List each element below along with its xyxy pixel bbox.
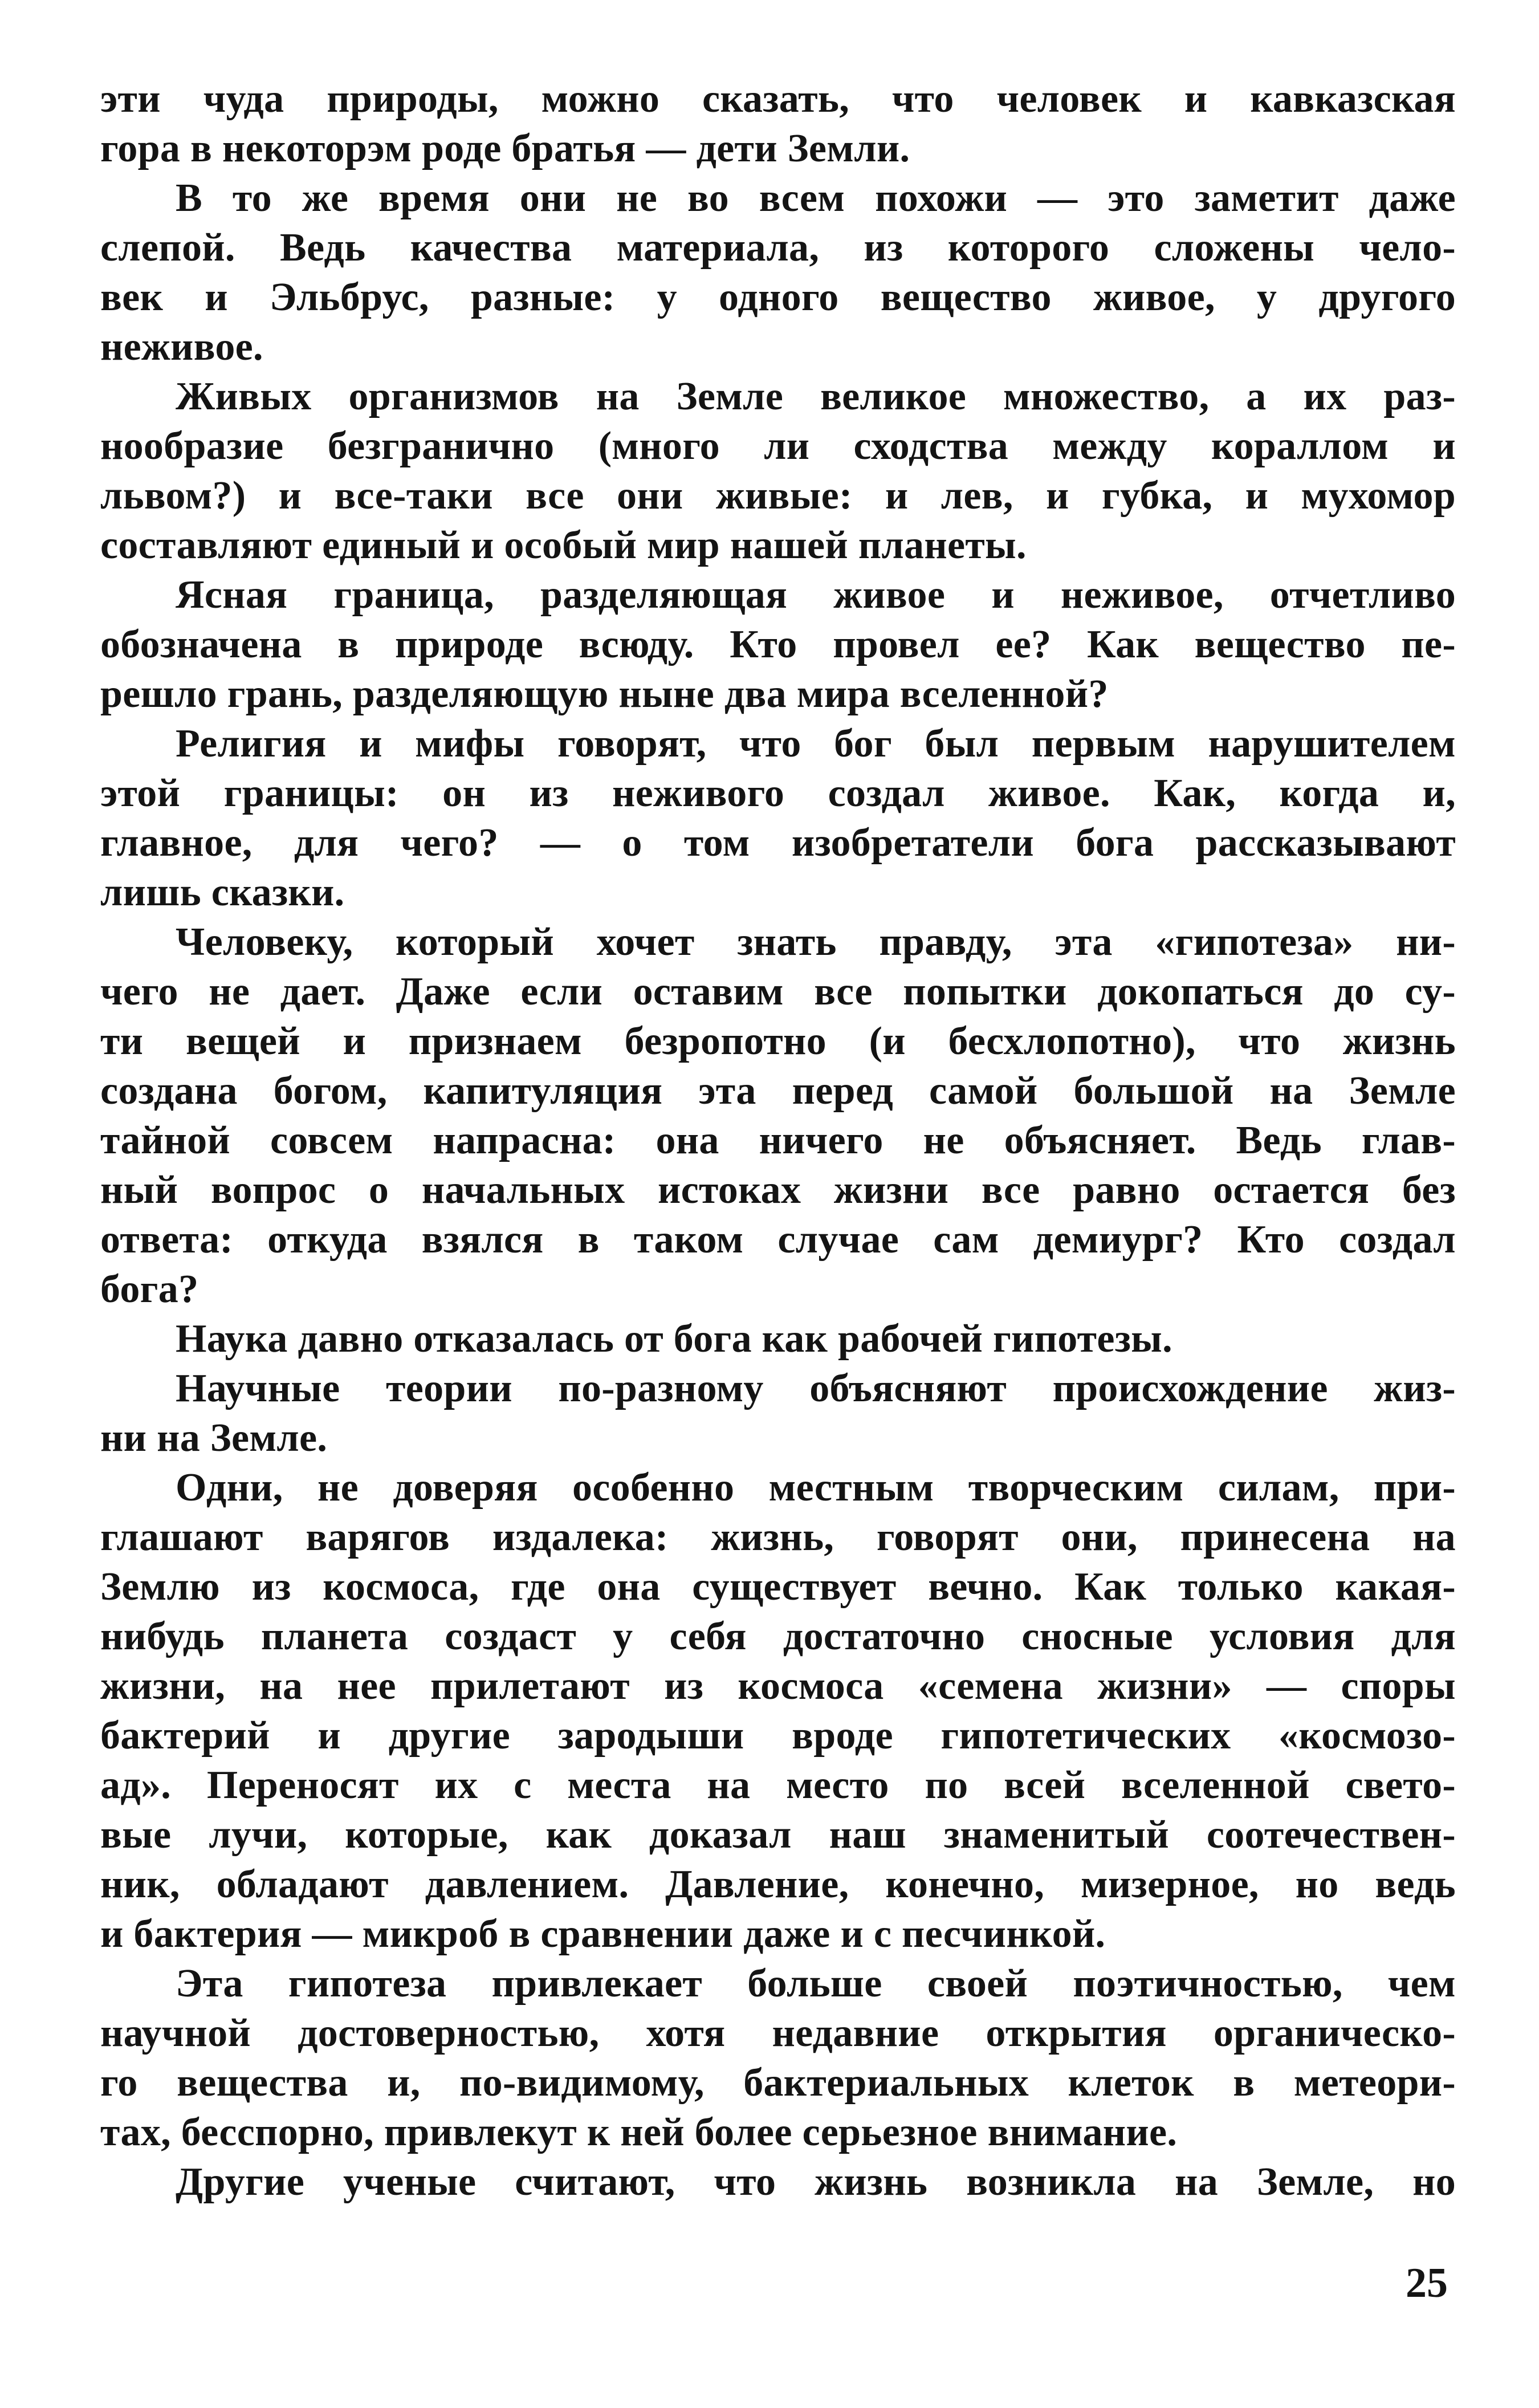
- text-line: львом?) и все-таки все они живые: и лев, и губка, и мухомор: [100, 474, 1456, 518]
- text-line: Человеку, который хочет знать правду, эта «гипотеза» ни-: [176, 920, 1456, 964]
- text-line: чего не дает. Даже если оставим все попытки докопаться до су-: [100, 970, 1456, 1014]
- paragraph: [100, 719, 1456, 917]
- page-number: 25: [1406, 2260, 1448, 2307]
- paragraph: [100, 1314, 1456, 1364]
- text-line: вые лучи, которые, как доказал наш знаменитый соотечествен-: [100, 1813, 1456, 1857]
- text-line: Одни, не доверяя особенно местным творческим силам, при-: [176, 1466, 1456, 1510]
- text-line: и бактерия — микроб в сравнении даже и с песчинкой.: [100, 1912, 1106, 1956]
- text-line: гора в некоторэм роде братья — дети Земли.: [100, 127, 910, 170]
- text-line: жизни, на нее прилетают из космоса «семена жизни» — споры: [100, 1664, 1456, 1708]
- paragraph: [100, 1364, 1456, 1463]
- paragraph: [100, 917, 1456, 1314]
- text-line: создана богом, капитуляция эта перед самой большой на Земле: [100, 1069, 1456, 1113]
- paragraph: [100, 372, 1456, 570]
- text-line: нообразие безгранично (много ли сходства между кораллом и: [100, 424, 1456, 468]
- text-line: Другие ученые считают, что жизнь возникла на Земле, но: [176, 2160, 1456, 2204]
- text-line: Эта гипотеза привлекает больше своей поэтичностью, чем: [176, 1962, 1456, 2006]
- text-line: эти чуда природы, можно сказать, что человек и кавказская: [100, 77, 1456, 121]
- text-line: го вещества и, по-видимому, бактериальных клеток в метеори-: [100, 2061, 1456, 2105]
- text-line: бактерий и другие зародыши вроде гипотетических «космозо-: [100, 1714, 1456, 1758]
- text-line: В то же время они не во всем похожи — это заметит даже: [176, 176, 1456, 220]
- text-line: ни на Земле.: [100, 1416, 328, 1460]
- text-line: ник, обладают давлением. Давление, конечно, мизерное, но ведь: [100, 1862, 1456, 1906]
- text-line: нибудь планета создаст у себя достаточно сносные условия для: [100, 1614, 1456, 1658]
- text-line: научной достоверностью, хотя недавние открытия органическо-: [100, 2011, 1456, 2055]
- text-line: глашают варягов издалека: жизнь, говорят они, принесена на: [100, 1515, 1456, 1559]
- paragraph: [100, 570, 1456, 719]
- text-line: обозначена в природе всюду. Кто провел ее? Как вещество пе-: [100, 623, 1456, 666]
- text-line: ный вопрос о начальных истоках жизни все равно остается без: [100, 1168, 1456, 1212]
- text-line: век и Эльбрус, разные: у одного вещество живое, у другого: [100, 275, 1456, 319]
- text-line: бога?: [100, 1267, 199, 1311]
- paragraph: [100, 2157, 1456, 2207]
- text-line: этой границы: он из неживого создал живое. Как, когда и,: [100, 771, 1456, 815]
- text-line: Религия и мифы говорят, что бог был первым нарушителем: [176, 722, 1456, 766]
- text-line: лишь сказки.: [100, 871, 345, 914]
- text-line: составляют единый и особый мир нашей планеты.: [100, 523, 1027, 567]
- text-line: Наука давно отказалась от бога как рабочей гипотезы.: [176, 1317, 1172, 1361]
- text-line: Землю из космоса, где она существует вечно. Как только какая-: [100, 1565, 1456, 1609]
- text-line: неживое.: [100, 325, 263, 369]
- text-line: главное, для чего? — о том изобретатели бога рассказывают: [100, 821, 1456, 865]
- text-line: Живых организмов на Земле великое множество, а их раз-: [176, 375, 1456, 418]
- text-line: тах, бесспорно, привлекут к ней более серьезное внимание.: [100, 2110, 1178, 2154]
- text-line: Ясная граница, разделяющая живое и неживое, отчетливо: [176, 573, 1456, 617]
- paragraph: [100, 74, 1456, 173]
- text-line: ответа: откуда взялся в таком случае сам демиург? Кто создал: [100, 1218, 1456, 1262]
- text-line: ад». Переносят их с места на место по всей вселенной свето-: [100, 1763, 1456, 1807]
- text-line: ти вещей и признаем безропотно (и бесхлопотно), что жизнь: [100, 1019, 1456, 1063]
- paragraph: [100, 173, 1456, 372]
- text-line: тайной совсем напрасна: она ничего не объясняет. Ведь глав-: [100, 1118, 1456, 1162]
- body-text: [100, 74, 1456, 2207]
- paragraph: [100, 1959, 1456, 2157]
- paragraph: [100, 1463, 1456, 1959]
- text-line: Научные теории по-разному объясняют происхождение жиз-: [176, 1366, 1456, 1410]
- text-line: решло грань, разделяющую ныне два мира вселенной?: [100, 672, 1109, 716]
- text-line: слепой. Ведь качества материала, из которого сложены чело-: [100, 226, 1456, 270]
